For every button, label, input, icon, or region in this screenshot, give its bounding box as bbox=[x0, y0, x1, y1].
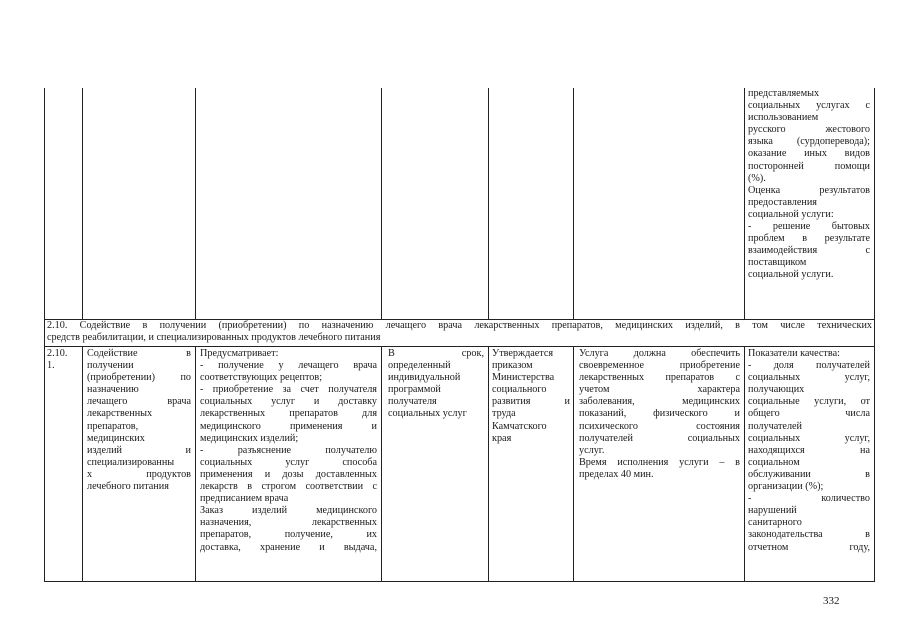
text-line: использованием bbox=[748, 112, 819, 124]
text-line: лечащего врача bbox=[87, 396, 191, 408]
text-line: социальном bbox=[748, 456, 800, 468]
text-line: Показатели качества: bbox=[748, 348, 840, 359]
text-line: применения и дозы доставленных bbox=[200, 468, 377, 480]
text-line: посторонней помощи bbox=[748, 160, 870, 172]
text-line: специализированны bbox=[87, 456, 175, 468]
text-line: психического состояния bbox=[579, 420, 740, 432]
text-line: получателя bbox=[388, 396, 437, 408]
text-line: препаратов, bbox=[87, 420, 139, 432]
text-line: русского жестового bbox=[748, 124, 870, 136]
page-number: 332 bbox=[823, 595, 840, 607]
text-line: программой bbox=[388, 384, 441, 396]
text-line: социальной услуги. bbox=[748, 269, 834, 281]
text-line: учетом характера bbox=[579, 384, 740, 396]
text-line: препаратов, получение, их bbox=[200, 529, 377, 541]
text-line: получателей bbox=[748, 420, 803, 432]
text-line: находящихся на bbox=[748, 444, 870, 456]
text-line: изделий и bbox=[87, 444, 191, 456]
text-line: Содействие в bbox=[87, 348, 191, 359]
text-line: услуг. bbox=[579, 444, 605, 456]
text-line: х продуктов bbox=[87, 468, 191, 480]
text-line: обслуживании в bbox=[748, 468, 870, 480]
text-line: нарушений bbox=[748, 505, 797, 517]
text-line: социальной услуги: bbox=[748, 208, 834, 220]
text-line: медицинских bbox=[87, 432, 145, 444]
section-heading bbox=[47, 320, 872, 344]
text-line: назначения, лекарственных bbox=[200, 517, 377, 529]
text-line: получении bbox=[87, 360, 134, 372]
text-line: - решение бытовых bbox=[748, 221, 870, 233]
quality-indicators-cell bbox=[748, 348, 870, 554]
text-line: языка (сурдоперевода); bbox=[748, 136, 870, 148]
text-line: санитарного bbox=[748, 517, 802, 529]
text-line: Время исполнения услуги – в bbox=[579, 456, 740, 468]
text-line: проблем в результате bbox=[748, 233, 870, 245]
text-line: социальные услуги, от bbox=[748, 396, 870, 408]
service-name-cell bbox=[87, 348, 191, 493]
text-line: труда bbox=[492, 408, 516, 420]
text-line: лечебного питания bbox=[87, 481, 169, 493]
text-line: поставщиком bbox=[748, 257, 807, 269]
text-line: предписанием врача bbox=[200, 493, 289, 505]
text-line: - разъяснение получателю bbox=[200, 444, 377, 456]
text-line: назначению bbox=[87, 384, 139, 396]
text-line: оказание иных видов bbox=[748, 148, 870, 160]
text-line: социального bbox=[492, 384, 547, 396]
text-line: доставка, хранение и выдача, bbox=[200, 541, 377, 553]
row-number-cell bbox=[47, 348, 80, 372]
text-line: определенный bbox=[388, 360, 451, 372]
text-line: лекарственных препаратов для bbox=[200, 408, 377, 420]
text-line: края bbox=[492, 432, 512, 444]
text-line: медицинских изделий; bbox=[200, 432, 299, 444]
service-description-cell bbox=[200, 348, 377, 554]
text-line: индивидуальной bbox=[388, 372, 461, 384]
text-line: пределах 40 мин. bbox=[579, 468, 654, 480]
text-line: лекарственных препаратов с bbox=[579, 372, 740, 384]
text-line: отчетном году, bbox=[748, 541, 870, 553]
text-line: получателей социальных bbox=[579, 432, 740, 444]
text-line: взаимодействия с bbox=[748, 245, 870, 257]
section-heading-line: 2.10. Содействие в получении (приобретении) по назначению лечащего врача лекарственных препаратов, медицинских изделий, в том числе технических bbox=[47, 320, 872, 331]
text-line: получающих bbox=[748, 384, 805, 396]
text-line: - доля получателей bbox=[748, 360, 870, 372]
service-tariff-cell bbox=[492, 348, 570, 445]
text-line: - приобретение за счет получателя bbox=[200, 384, 377, 396]
text-line: Заказ изделий медицинского bbox=[200, 505, 377, 517]
text-line: законодательства в bbox=[748, 529, 870, 541]
text-line: организации (%); bbox=[748, 481, 824, 493]
text-line: предоставления bbox=[748, 196, 817, 208]
text-line: социальных услуг bbox=[388, 408, 467, 420]
text-line: - количество bbox=[748, 493, 870, 505]
text-line: Камчатского bbox=[492, 420, 547, 432]
text-line: Утверждается bbox=[492, 348, 554, 359]
row-number: 2.10. bbox=[47, 348, 68, 359]
text-line: социальных услуг и доставку bbox=[200, 396, 377, 408]
text-line: медицинского применения и bbox=[200, 420, 377, 432]
text-line: соответствующих рецептов; bbox=[200, 372, 323, 384]
text-line: Предусматривает: bbox=[200, 348, 279, 359]
text-line: лекарственных bbox=[87, 408, 153, 420]
text-line: своевременное приобретение bbox=[579, 360, 740, 372]
text-line: развития и bbox=[492, 396, 570, 408]
service-conditions-cell bbox=[579, 348, 740, 481]
text-line: Услуга должна обеспечить bbox=[579, 348, 740, 359]
service-term-cell bbox=[388, 348, 484, 421]
text-line: Оценка результатов bbox=[748, 184, 870, 196]
section-heading-line: средств реабилитации, и специализированных продуктов лечебного питания bbox=[47, 332, 381, 343]
text-line: социальных услуг, bbox=[748, 372, 870, 384]
text-line: В срок, bbox=[388, 348, 484, 359]
text-line: приказом bbox=[492, 360, 533, 372]
text-line: (%). bbox=[748, 172, 766, 184]
text-line: Министерства bbox=[492, 372, 555, 384]
text-line: социальных услуг, bbox=[748, 432, 870, 444]
text-line: лекарств в строгом соответствии с bbox=[200, 481, 377, 493]
text-line: показаний, физического и bbox=[579, 408, 740, 420]
top-row-quality-cell bbox=[748, 88, 870, 282]
text-line: заболевания, медицинских bbox=[579, 396, 740, 408]
text-line: (приобретении) по bbox=[87, 372, 191, 384]
text-line: социальных услугах с bbox=[748, 100, 870, 112]
text-line: - получение у лечащего врача bbox=[200, 360, 377, 372]
text-line: общего числа bbox=[748, 408, 870, 420]
row-number: 1. bbox=[47, 360, 55, 372]
text-line: представляемых bbox=[748, 88, 820, 99]
text-line: социальных услуг способа bbox=[200, 456, 377, 468]
